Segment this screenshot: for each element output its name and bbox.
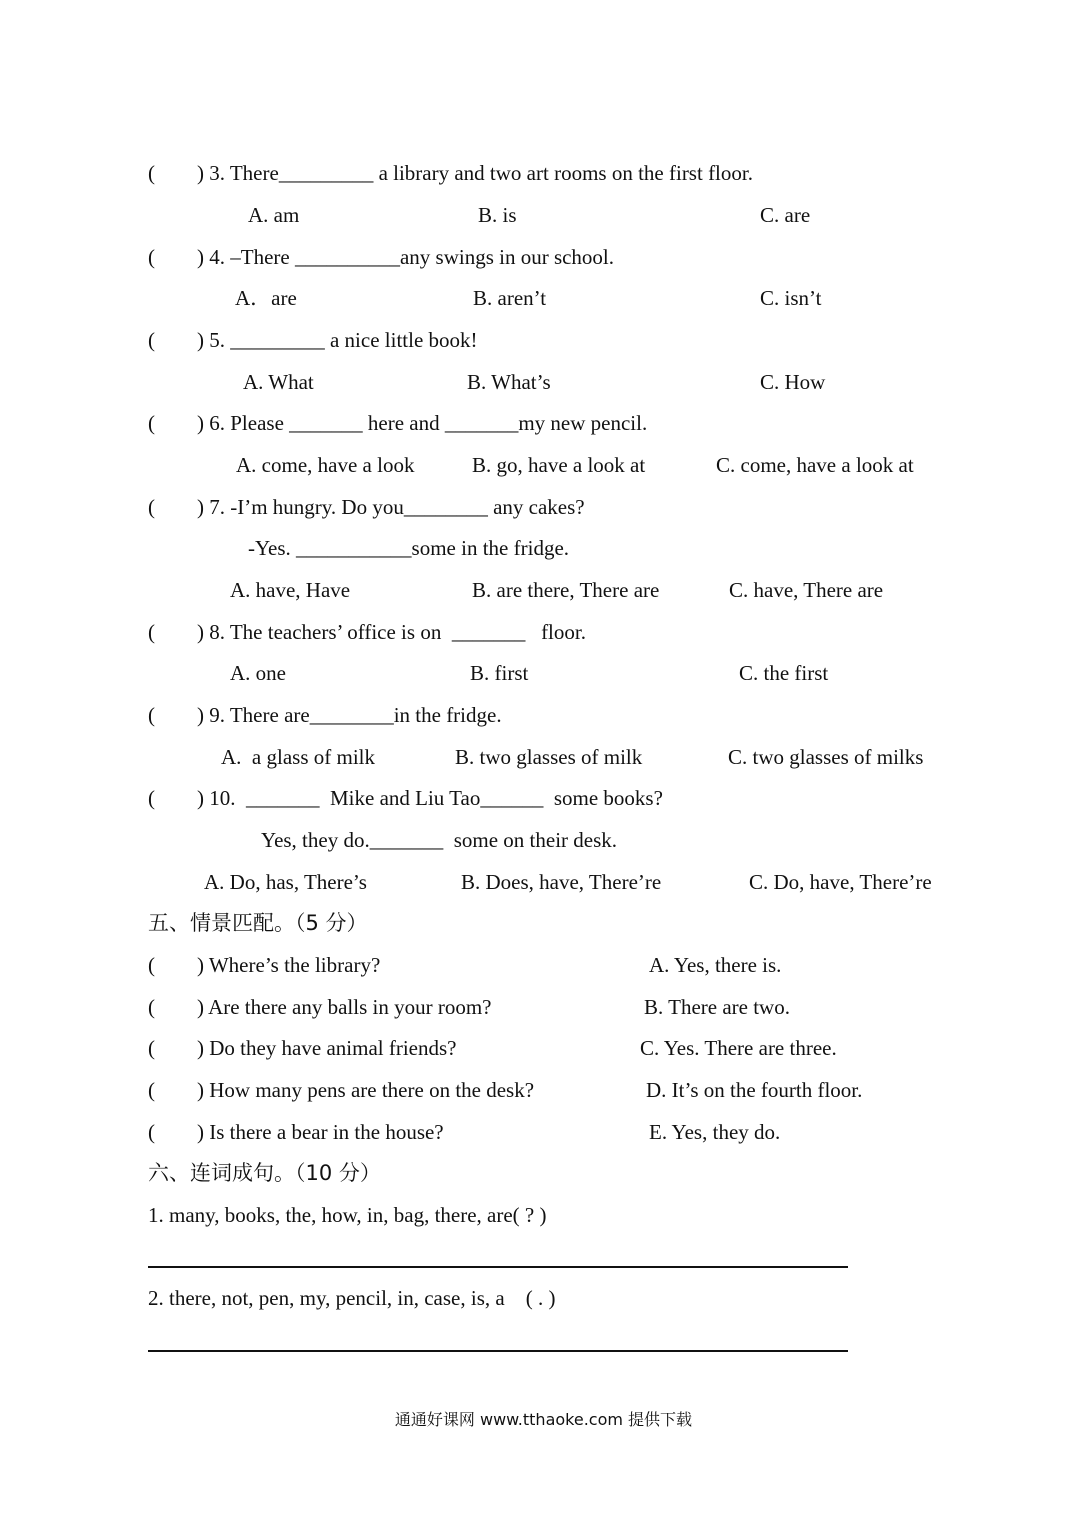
- sentence-item: 2. there, not, pen, my, pencil, in, case, is, a ( . ): [148, 1286, 556, 1310]
- match-answer: E. Yes, they do.: [649, 1120, 781, 1144]
- option-b: B. is: [478, 203, 517, 227]
- match-question: ( ) Where’s the library?: [148, 953, 381, 977]
- option-a: A. one: [230, 661, 286, 685]
- match-question: ( ) Do they have animal friends?: [148, 1036, 457, 1060]
- match-question: ( ) Is there a bear in the house?: [148, 1120, 444, 1144]
- match-question: ( ) Are there any balls in your room?: [148, 995, 492, 1019]
- question-9: ( ) 9. There are________in the fridge.: [148, 703, 502, 727]
- section-6-title: 六、连词成句。（10 分）: [148, 1161, 381, 1185]
- option-c: C. Do, have, There’re: [749, 870, 932, 894]
- answer-line[interactable]: [148, 1266, 848, 1268]
- match-answer: C. Yes. There are three.: [640, 1036, 837, 1060]
- match-answer: A. Yes, there is.: [649, 953, 782, 977]
- option-b: B. first: [470, 661, 529, 685]
- option-b: B. are there, There are: [472, 578, 660, 602]
- option-a: A. a glass of milk: [221, 745, 375, 769]
- option-a: A．are: [235, 286, 297, 310]
- match-answer: D. It’s on the fourth floor.: [646, 1078, 863, 1102]
- match-answer: B. There are two.: [644, 995, 790, 1019]
- option-a: A. come, have a look: [236, 453, 415, 477]
- section-5-title: 五、情景匹配。（5 分）: [148, 911, 368, 935]
- answer-line[interactable]: [148, 1350, 848, 1352]
- option-a: A. What: [243, 370, 314, 394]
- question-8: ( ) 8. The teachers’ office is on _______ floor.: [148, 620, 586, 644]
- question-4: ( ) 4. –There __________any swings in our school.: [148, 245, 615, 269]
- match-question: ( ) How many pens are there on the desk?: [148, 1078, 535, 1102]
- option-c: C. have, There are: [729, 578, 884, 602]
- option-c: C. isn’t: [760, 286, 822, 310]
- question-7: ( ) 7. -I’m hungry. Do you________ any cakes?: [148, 495, 585, 519]
- question-6: ( ) 6. Please _______ here and _______my new pencil.: [148, 411, 648, 435]
- question-3: ( ) 3. There_________ a library and two art rooms on the first floor.: [148, 161, 753, 185]
- option-a: A. have, Have: [230, 578, 351, 602]
- page-footer: 通通好课网 www.tthaoke.com 提供下载: [394, 1410, 693, 1429]
- option-a: A. am: [248, 203, 300, 227]
- option-b: B. two glasses of milk: [455, 745, 643, 769]
- option-b: B. aren’t: [473, 286, 547, 310]
- option-a: A. Do, has, There’s: [204, 870, 367, 894]
- question-7-reply: -Yes. ___________some in the fridge.: [248, 536, 570, 560]
- question-10-reply: Yes, they do._______ some on their desk.: [261, 828, 618, 852]
- option-b: B. go, have a look at: [472, 453, 646, 477]
- option-c: C. two glasses of milks: [728, 745, 924, 769]
- option-b: B. Does, have, There’re: [461, 870, 662, 894]
- question-5: ( ) 5. _________ a nice little book!: [148, 328, 478, 352]
- option-c: C. the first: [739, 661, 829, 685]
- option-c: C. How: [760, 370, 826, 394]
- option-c: C. are: [760, 203, 811, 227]
- question-10: ( ) 10. _______ Mike and Liu Tao______ some books?: [148, 786, 663, 810]
- option-c: C. come, have a look at: [716, 453, 914, 477]
- option-b: B. What’s: [467, 370, 551, 394]
- sentence-item: 1. many, books, the, how, in, bag, there, are( ? ): [148, 1203, 547, 1227]
